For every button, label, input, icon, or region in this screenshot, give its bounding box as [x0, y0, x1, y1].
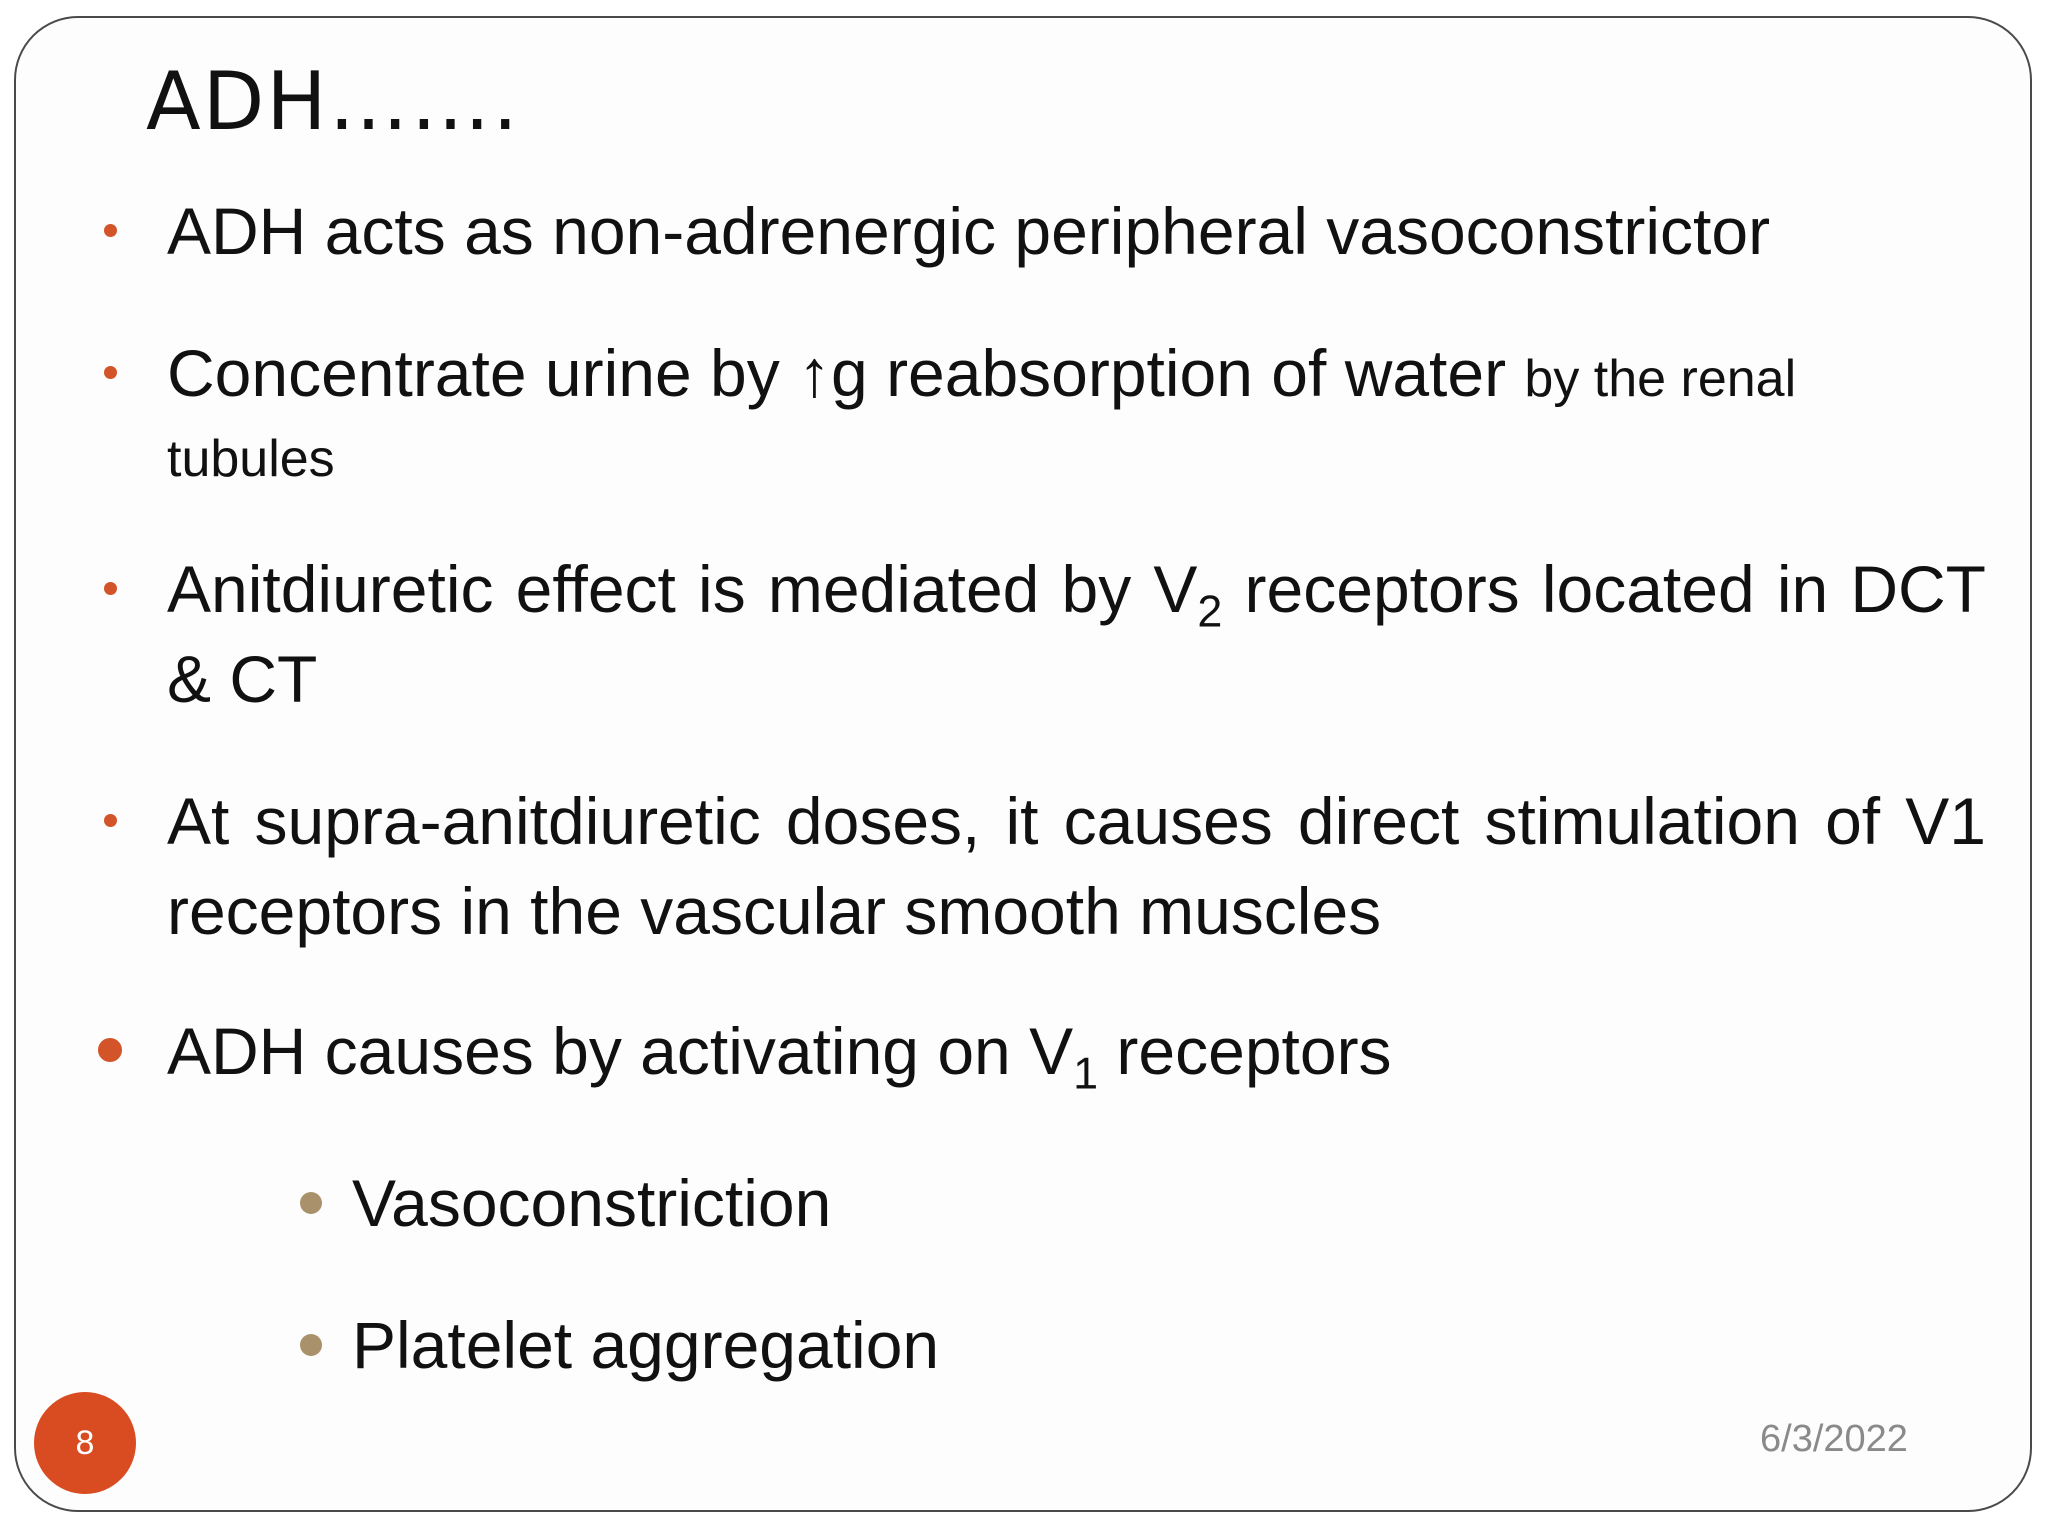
bullet-text: Anitdiuretic effect is mediated by V [167, 552, 1198, 626]
bullet-item [86, 328, 1986, 494]
bullet-text: Concentrate urine by ↑g reabsorption of water [167, 336, 1507, 410]
bullet-text-small: by the renal [1524, 350, 1797, 408]
sub-bullet-item [300, 1300, 939, 1390]
bullet-item [86, 776, 1986, 956]
subscript: 2 [1197, 585, 1223, 637]
sub-bullet-dot-icon [300, 1334, 322, 1356]
bullet-text-continued: receptors located in DCT & CT [167, 552, 1986, 716]
bullet-item [86, 544, 1986, 724]
subscript: 1 [1073, 1047, 1099, 1099]
sub-bullet-text: Vasoconstriction [352, 1166, 832, 1240]
slide-title: ADH……. [146, 55, 520, 148]
slide-number-badge: 8 [34, 1392, 136, 1494]
sub-bullet-item [300, 1158, 939, 1248]
bullet-text-small-line: tubules [167, 430, 335, 488]
bullet-text: ADH causes by activating on V [167, 1014, 1074, 1088]
bullet-text: At supra-anitdiuretic doses, it causes direct stimulation of V1 receptors in the vascular smooth muscles [167, 784, 1986, 948]
sub-bullet-text: Platelet aggregation [352, 1308, 940, 1382]
bullet-dot-icon [104, 224, 117, 237]
bullet-text: ADH acts as non-adrenergic peripheral vasoconstrictor [167, 194, 1771, 268]
slide [14, 16, 2032, 1512]
sub-bullet-list [300, 1158, 939, 1390]
slide-date: 6/3/2022 [1760, 1418, 1908, 1460]
bullet-item [86, 1006, 1986, 1099]
bullet-dot-icon [104, 366, 117, 379]
bullet-dot-icon [104, 814, 117, 827]
bullet-text-continued: receptors [1098, 1014, 1392, 1088]
bullet-list [86, 186, 1986, 1099]
sub-bullet-dot-icon [300, 1192, 322, 1214]
bullet-dot-icon [104, 582, 117, 595]
bullet-item [86, 186, 1986, 276]
bullet-dot-icon [98, 1038, 122, 1062]
